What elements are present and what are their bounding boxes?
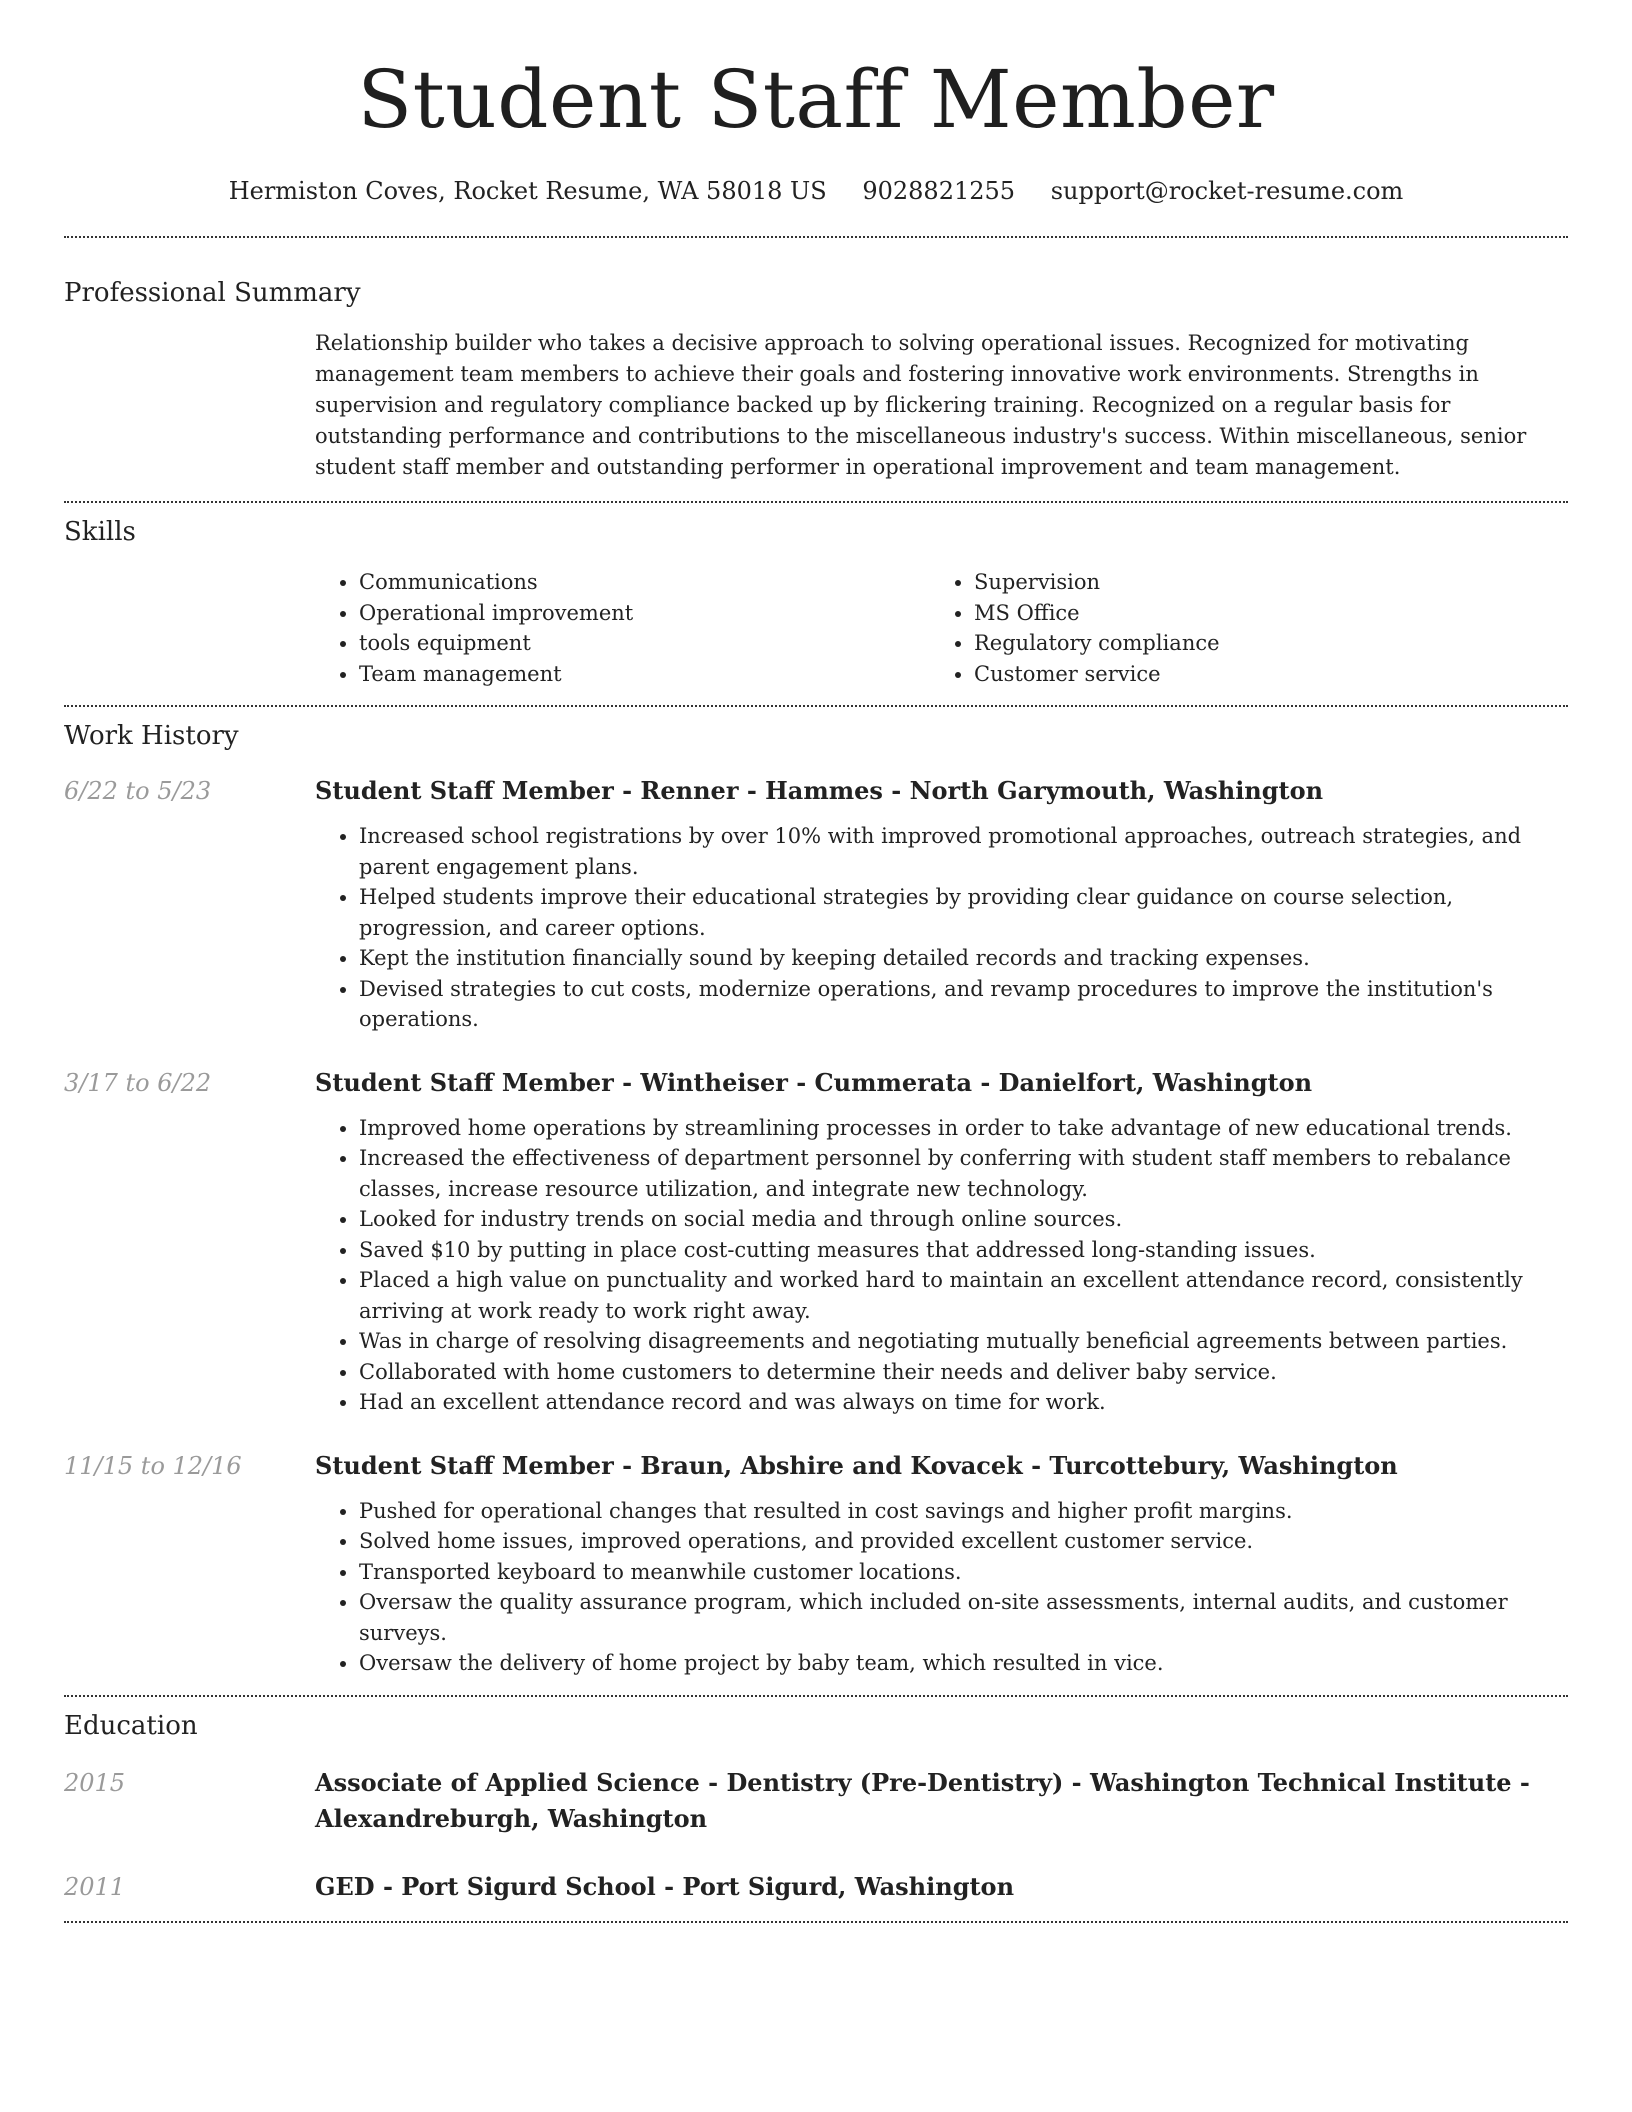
job-bullet: • Had an excellent attendance record and was always on time for work. [359,1387,1568,1418]
job-bullet: • Increased the effectiveness of department personnel by conferring with student staff members to rebalance classes, increase resource utilization, and integrate new technology. [359,1143,1568,1204]
job-bullet: • Solved home issues, improved operations, and provided excellent customer service. [359,1526,1568,1557]
job-entry [64,1448,1568,1679]
job-bullet: • Increased school registrations by over 10% with improved promotional approaches, outreach strategies, and parent engagement plans. [359,821,1568,882]
job-bullet: • Placed a high value on punctuality and worked hard to maintain an excellent attendance record, consistently arriving at work ready to work right away. [359,1265,1568,1326]
education-year: 2011 [64,1872,126,1901]
divider [64,1695,1568,1697]
contact-email: support@rocket-resume.com [1050,177,1404,205]
job-bullet: • Collaborated with home customers to determine their needs and deliver baby service. [359,1357,1568,1388]
summary-text: Relationship builder who takes a decisive approach to solving operational issues. Recognized for motivating management team members to achieve their goals and fostering innovative work environments. Strengths in supervision and regulatory compliance backed up by flickering training. Recognized on a regular basis for outstanding performance and contributions to the miscellaneous industry's success. Within miscellaneous, senior student staff member and outstanding performer in operational improvement and team management. [315,331,1527,479]
job-title: Student Staff Member - Braun, Abshire and Kovacek - Turcottebury, Washington [315,1450,1398,1480]
education-title: GED - Port Sigurd School - Port Sigurd, Washington [315,1871,1015,1901]
education-heading: Education [64,1710,198,1741]
job-entry [64,773,1568,1035]
job-dates: 3/17 to 6/22 [64,1068,212,1097]
job-bullet: • Helped students improve their educational strategies by providing clear guidance on course selection, progression, and career options. [359,882,1568,943]
job-dates: 11/15 to 12/16 [64,1451,242,1480]
skills-section [64,515,1568,689]
skill-item: • Regulatory compliance [974,628,1545,659]
education-title: Associate of Applied Science - Dentistry (Pre-Dentistry) - Washington Technical Institute - Alexandreburgh, Washington [315,1767,1530,1833]
skill-item: • Communications [359,567,930,598]
skills-list-right [930,567,1545,689]
resume-name: Student Staff Member [357,53,1275,146]
contact-phone: 9028821255 [862,177,1016,205]
education-year: 2015 [64,1768,126,1797]
job-bullets [315,821,1568,1035]
skill-item: • tools equipment [359,628,930,659]
education-entry [64,1765,1568,1837]
education-entry [64,1869,1568,1905]
divider [64,705,1568,707]
job-bullet: • Transported keyboard to meanwhile customer locations. [359,1557,1568,1588]
job-bullet: • Oversaw the delivery of home project by baby team, which resulted in vice. [359,1648,1568,1679]
summary-section [64,276,1568,483]
education-section [64,1709,1568,1905]
summary-heading: Professional Summary [64,278,361,308]
divider [64,501,1568,503]
job-bullet: • Was in charge of resolving disagreements and negotiating mutually beneficial agreements between parties. [359,1326,1568,1357]
job-bullet: • Oversaw the quality assurance program, which included on-site assessments, internal audits, and customer surveys. [359,1587,1568,1648]
job-title: Student Staff Member - Renner - Hammes - North Garymouth, Washington [315,776,1324,805]
job-bullet: • Pushed for operational changes that resulted in cost savings and higher profit margins. [359,1496,1568,1527]
divider [64,236,1568,238]
job-entry [64,1065,1568,1418]
job-bullets [315,1496,1568,1679]
job-bullet: • Saved $10 by putting in place cost-cutting measures that addressed long-standing issues. [359,1235,1568,1266]
divider [64,1921,1568,1923]
job-bullet: • Looked for industry trends on social media and through online sources. [359,1204,1568,1235]
job-bullet: • Improved home operations by streamlining processes in order to take advantage of new educational trends. [359,1113,1568,1144]
job-bullet: • Devised strategies to cut costs, modernize operations, and revamp procedures to improve the institution's operations. [359,974,1568,1035]
skill-item: • MS Office [974,598,1545,629]
job-bullet: • Kept the institution financially sound by keeping detailed records and tracking expenses. [359,943,1568,974]
job-dates: 6/22 to 5/23 [64,777,212,805]
work-section [64,719,1568,1679]
contact-line [64,174,1568,208]
skill-item: • Supervision [974,567,1545,598]
skills-list-left [315,567,930,689]
skill-item: • Operational improvement [359,598,930,629]
contact-address: Hermiston Coves, Rocket Resume, WA 58018 US [228,177,827,205]
job-bullets [315,1113,1568,1418]
skills-heading: Skills [64,517,136,547]
skills-grid [315,567,1568,689]
work-heading: Work History [64,721,239,751]
job-title: Student Staff Member - Wintheiser - Cummerata - Danielfort, Washington [315,1067,1313,1097]
skill-item: • Team management [359,659,930,690]
skill-item: • Customer service [974,659,1545,690]
